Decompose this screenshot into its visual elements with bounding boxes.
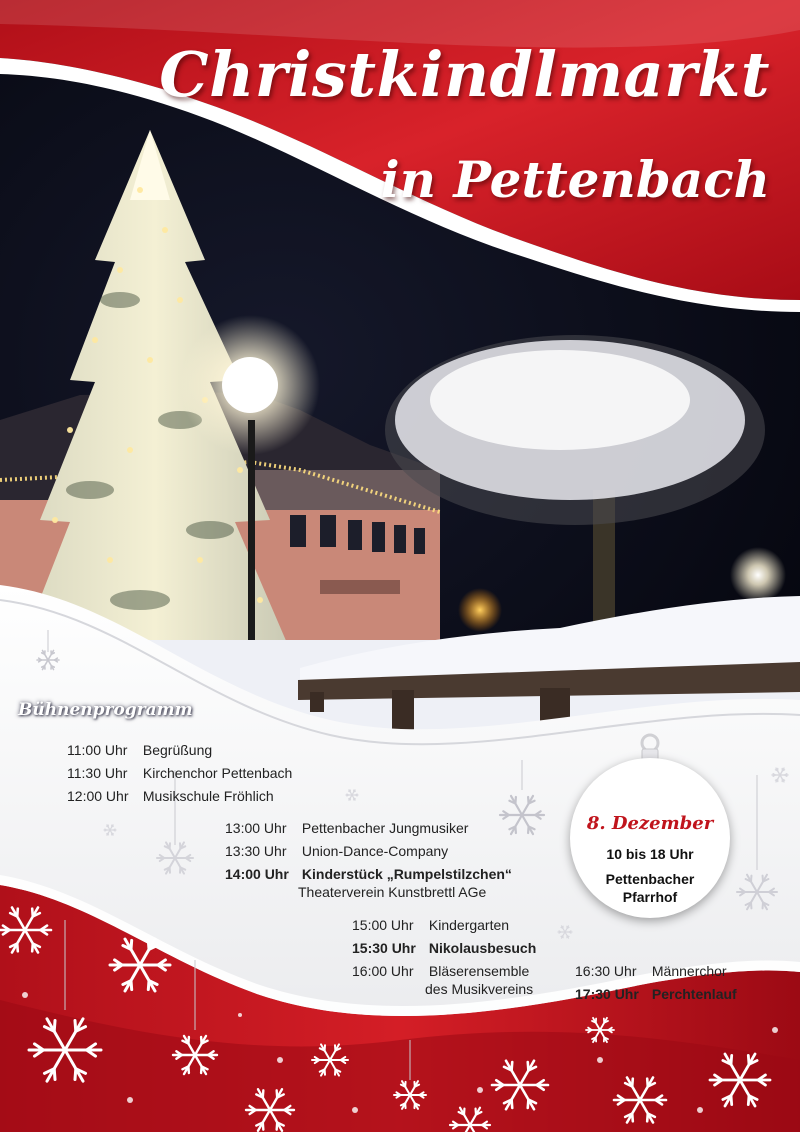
event-hours: 10 bis 18 Uhr [606,846,694,862]
event-location-line-1: Pettenbacher [605,871,695,887]
program-time: 14:00 Uhr [225,866,289,882]
program-act-subline: des Musikvereins [425,981,534,997]
program-item [225,819,468,837]
program-act-subline: Theaterverein Kunstbrettl AGe [298,884,487,900]
event-date: 8. Dezember [586,813,714,834]
program-item [67,787,274,805]
program-time: 17:30 Uhr [575,986,639,1002]
program-act: Nikolausbesuch [428,940,537,956]
program-time: 15:30 Uhr [352,940,416,956]
program-heading: Bühnenprogramm [18,700,193,720]
program-act: Bläserensemble [428,963,530,979]
program-item [352,962,534,997]
program-item [67,741,212,759]
program-act: Pettenbacher Jungmusiker [301,820,469,836]
program-time: 11:30 Uhr [67,765,128,781]
program-time: 13:00 Uhr [225,820,287,836]
title-line-2: in Pettenbach [380,150,770,209]
program-item [225,865,512,900]
program-act: Union-Dance-Company [301,843,449,859]
event-location-line-2: Pfarrhof [622,889,678,905]
program-act: Kindergarten [428,917,510,933]
program-act: Kinderstück „Rumpelstilzchen“ [301,866,512,882]
program-item [352,939,536,957]
program-act: Begrüßung [142,742,213,758]
program-time: 12:00 Uhr [67,788,129,804]
event-info-ornament [570,758,730,918]
program-act: Kirchenchor Pettenbach [142,765,293,781]
program-time: 13:30 Uhr [225,843,287,859]
program-time: 11:00 Uhr [67,742,128,758]
program-act: Musikschule Fröhlich [142,788,274,804]
program-time: 16:30 Uhr [575,963,637,979]
program-item [575,962,727,980]
program-item [225,842,448,860]
program-time: 16:00 Uhr [352,963,414,979]
program-item [67,764,292,782]
program-time: 15:00 Uhr [352,917,414,933]
program-item [575,985,737,1003]
program-item [352,916,509,934]
program-act: Perchtenlauf [651,986,737,1002]
program-act: Männerchor [651,963,727,979]
title-line-1: Christkindlmarkt [159,38,770,111]
distant-lamp [730,547,786,603]
